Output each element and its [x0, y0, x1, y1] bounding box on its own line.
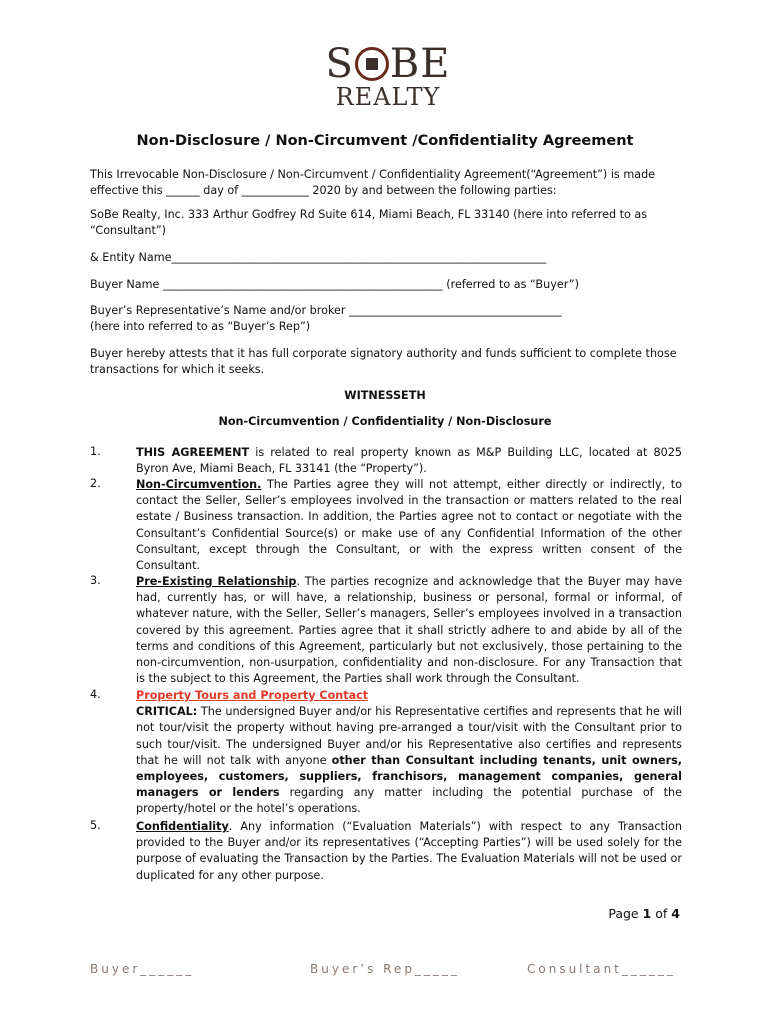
intro-line-2: effective this ______ day of ____________ 2020 by and between the following parties: [90, 184, 557, 197]
item-number: 3. [90, 574, 101, 587]
consultant-line-1: SoBe Realty, Inc. 333 Arthur Godfrey Rd Suite 614, Miami Beach, FL 33140 (here into referred to as [90, 208, 648, 221]
clause-confidentiality [136, 819, 682, 884]
entity-name-field: & Entity Name___________________________________________________________________ [90, 251, 547, 264]
clause-lead: THIS AGREEMENT [136, 446, 250, 459]
critical-label: CRITICAL: [136, 705, 198, 719]
page-number [608, 906, 680, 921]
buyer-name-field: Buyer Name __________________________________________________ (referred to as “Buyer”) [90, 278, 579, 291]
page-prefix: Page [608, 906, 643, 921]
buyer-rep-field [90, 303, 682, 335]
page-of: of [651, 906, 672, 921]
buyer-rep-line-2: (here into referred to as “Buyer’s Rep”) [90, 320, 311, 333]
buyer-rep-line-1: Buyer’s Representative’s Name and/or broker ______________________________________ [90, 304, 562, 317]
consultant-paragraph [90, 207, 682, 239]
intro-line-1: This Irrevocable Non-Disclosure / Non-Circumvent / Confidentiality Agreement(“Agreement”) is made [90, 168, 656, 181]
clause-text: . The parties recognize and acknowledge that the Buyer may have had, currently has, or will have, a relationship, business or personal, formal or informal, of whatever nature, with the Seller, Seller’s managers, Seller’s employees involved in a transaction covered by this agreement. Parties agree that it shall strictly adhere to and abide by all of the terms and conditions of this Agreement, particularly but not exclusively, those pertaining to the non-circumvention, non-usurpation, confidentiality and non-disclosure. For any Transaction that is the subject to this Agreement, the Parties shall work through the Consultant. [136, 575, 682, 686]
item-number: 1. [90, 445, 101, 458]
clause-text: The Parties agree they will not attempt, either directly or indirectly, to contact the Seller, Seller’s employees involved in the transaction or matters related to the real estate / Business transaction. In addition, the Parties agree not to contact or negotiate with the Consultant’s Confidential Source(s) or make use of any Confidential Information of the other Consultant, except through the Consultant, or with the express written consent of the Consultant. [136, 478, 682, 573]
page-current: 1 [642, 906, 652, 921]
item-number: 4. [90, 688, 101, 701]
clause-text: is related to real property known as M&P Building LLC, located at 8025 Byron Ave, Miami Beach, FL 33141 (the “Property”). [136, 446, 682, 476]
consultant-line-2: “Consultant”) [90, 224, 167, 237]
footer-buyer-initials: Buyer______ [90, 962, 195, 976]
logo-emblem-icon [355, 47, 389, 81]
section-subheading: Non-Circumvention / Confidentiality / Non-Disclosure [218, 415, 552, 428]
clause-text: . Any information (“Evaluation Materials”) with respect to any Transaction provided to the Buyer and/or its representatives (“Accepting Parties”) will be used solely for the purpose of evaluating the Transaction by the Parties. The Evaluation Materials will not be used or duplicated for any other purpose. [136, 820, 682, 882]
item-number: 2. [90, 477, 101, 490]
intro-paragraph [90, 167, 682, 199]
clause-lead: Pre-Existing Relationship [136, 575, 297, 588]
clause-lead: Property Tours and Property Contact [136, 689, 369, 702]
clause-agreement [136, 445, 682, 477]
clause-text: The undersigned Buyer and/or his Representative certifies and represents that he will not tour/visit the property without having pre-arranged a tour/visit with the Consultant prior to such tour/visit. The undersigned Buyer and/or his Representative also certifies and represents that he will not talk with anyone [136, 705, 682, 767]
clause-property-tours [136, 688, 682, 818]
document-title: Non-Disclosure / Non-Circumvent /Confidentiality Agreement [136, 133, 634, 149]
attestation-paragraph: Buyer hereby attests that it has full corporate signatory authority and funds sufficient to complete those transactions for which it seeks. [90, 347, 677, 376]
clause-lead: Confidentiality [136, 820, 229, 833]
clause-lead: Non-Circumvention. [136, 478, 262, 491]
logo-wordmark-bottom: REALTY [335, 83, 441, 111]
clause-bold-text: other than Consultant including tenants, unit owners, employees, customers, suppliers, franchisors, management companies, general managers or lenders [136, 753, 682, 800]
witnesseth-heading: WITNESSETH [344, 389, 426, 402]
footer-consultant-initials: Consultant______ [527, 962, 676, 976]
clause-non-circumvention [136, 477, 682, 574]
clause-pre-existing-relationship [136, 574, 682, 687]
page-total: 4 [671, 906, 680, 921]
logo-wordmark-top: S BE [325, 41, 451, 87]
item-number: 5. [90, 819, 101, 832]
clause-tail-text: regarding any matter including the potential purchase of the property/hotel or the hotel’s operations. [136, 786, 682, 816]
sobe-realty-logo [318, 41, 458, 114]
footer-buyer-rep-initials: Buyer’s Rep_____ [310, 962, 460, 976]
